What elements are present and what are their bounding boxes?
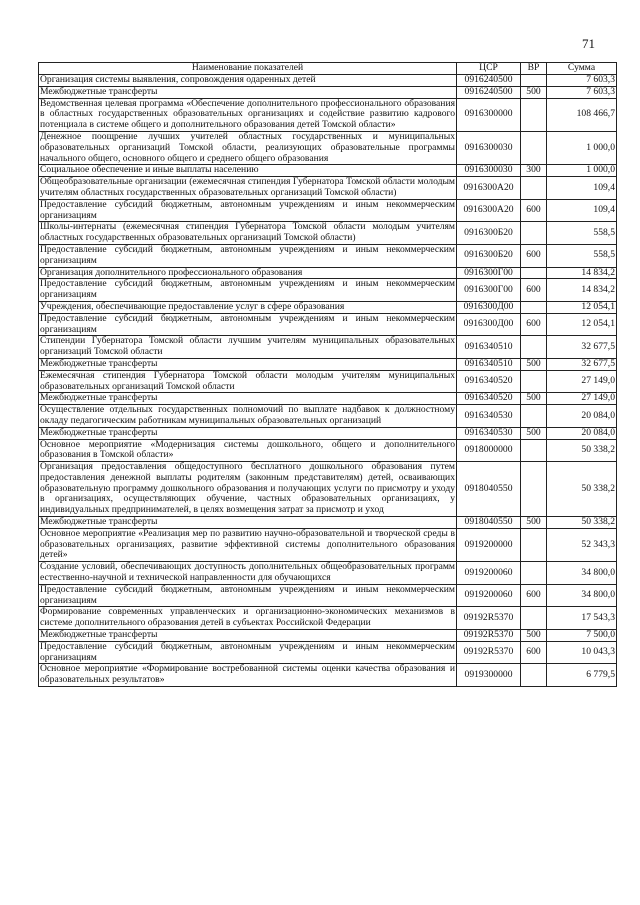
row-sum-cell: 20 084,0 <box>547 427 617 439</box>
row-sum-cell: 50 338,2 <box>547 439 617 462</box>
table-row <box>39 439 617 462</box>
row-sum-cell: 1 000,0 <box>547 131 617 164</box>
row-name-cell: Денежное поощрение лучших учителей областных государственных и муниципальных образовательных организаций Томской области, реализующих образовательные программы начального общего, основного общего и среднего общего образования <box>40 130 455 164</box>
row-vr-cell <box>521 336 547 359</box>
header-csr: ЦСР <box>457 63 521 75</box>
row-csr-cell: 0919300000 <box>457 664 521 687</box>
table-row <box>39 528 617 561</box>
row-csr-cell: 0916340520 <box>457 393 521 405</box>
row-csr-cell: 0916300030 <box>457 165 521 177</box>
header-name: Наименование показателей <box>39 63 457 75</box>
row-name-cell: Межбюджетные трансферты <box>39 86 457 98</box>
row-name-cell: Ведомственная целевая программа «Обеспечение дополнительного профессионального образования в областных государственных образовательных организациях и содействие развитию кадрового потенциала в системе общего и дополнительного образования детей Томской области» <box>40 97 455 131</box>
table-row <box>39 664 617 687</box>
row-name-cell: Организация дополнительного профессионального образования <box>39 267 457 279</box>
row-csr-cell: 0919200000 <box>457 528 521 561</box>
row-csr-cell: 0916340530 <box>457 427 521 439</box>
row-vr-cell <box>521 177 547 200</box>
row-csr-cell: 0916300Д00 <box>457 313 521 336</box>
row-name-cell: Предоставление субсидий бюджетным, автономным учреждениям и иным некоммерческим организациям <box>40 198 455 221</box>
row-name-cell: Межбюджетные трансферты <box>39 517 457 529</box>
table-header-row <box>39 63 617 75</box>
row-name-cell: Осуществление отдельных государственных полномочий по выплате надбавок к должностному окладу педагогическим работникам муниципальных образовательных организаций <box>40 404 455 426</box>
row-sum-cell: 32 677,5 <box>547 358 617 370</box>
table-row <box>39 427 617 439</box>
row-sum-cell: 10 043,3 <box>547 641 617 664</box>
row-vr-cell: 500 <box>521 427 547 439</box>
row-sum-cell: 7 603,3 <box>547 86 617 98</box>
table-row <box>39 279 617 302</box>
table-row <box>39 244 617 267</box>
row-csr-cell: 0916300Г00 <box>457 279 521 302</box>
row-name-cell: Предоставление субсидий бюджетным, автономным учреждениям и иным некоммерческим организациям <box>40 243 455 266</box>
row-vr-cell: 600 <box>521 641 547 664</box>
row-csr-cell: 0916240500 <box>457 75 521 87</box>
row-vr-cell <box>521 75 547 87</box>
table-row <box>39 562 617 585</box>
table-row <box>39 630 617 642</box>
row-vr-cell <box>521 462 547 517</box>
row-csr-cell: 0916340510 <box>457 358 521 370</box>
row-vr-cell <box>521 131 547 164</box>
row-name-cell: Межбюджетные трансферты <box>39 630 457 642</box>
row-csr-cell: 0918040550 <box>457 462 521 517</box>
row-vr-cell <box>521 562 547 585</box>
row-sum-cell: 27 149,0 <box>547 393 617 405</box>
row-sum-cell: 558,5 <box>547 244 617 267</box>
row-sum-cell: 20 084,0 <box>547 405 617 428</box>
row-csr-cell: 0916300000 <box>457 98 521 131</box>
row-vr-cell: 300 <box>521 165 547 177</box>
row-name-cell: Межбюджетные трансферты <box>39 358 457 370</box>
row-sum-cell: 1 000,0 <box>547 165 617 177</box>
table-row <box>39 358 617 370</box>
table-row <box>39 584 617 607</box>
table-row <box>39 641 617 664</box>
row-name-cell: Основное мероприятие «Реализация мер по развитию научно-образовательной и творческой среды в образовательных организациях, развитие эффективной системы дополнительного образования детей» <box>40 527 455 561</box>
row-name-cell: Социальное обеспечение и иные выплаты населению <box>39 165 457 177</box>
row-sum-cell: 17 543,3 <box>547 607 617 630</box>
row-csr-cell: 0918040550 <box>457 517 521 529</box>
table-row <box>39 301 617 313</box>
row-sum-cell: 7 603,3 <box>547 75 617 87</box>
row-vr-cell <box>521 664 547 687</box>
table-row <box>39 607 617 630</box>
row-name-cell: Основное мероприятие «Формирование востребованной системы оценки качества образования и образовательных результатов» <box>40 663 455 686</box>
row-name-cell: Ежемесячная стипендия Губернатора Томской области молодым учителям муниципальных образовательных организаций Томской области <box>40 369 455 392</box>
row-vr-cell: 600 <box>521 584 547 607</box>
row-sum-cell: 27 149,0 <box>547 370 617 393</box>
row-name-cell: Стипендии Губернатора Томской области лучшим учителям муниципальных образовательных организаций Томской области <box>40 335 455 358</box>
row-csr-cell: 0916300Д00 <box>457 301 521 313</box>
row-csr-cell: 0919200060 <box>457 584 521 607</box>
row-vr-cell: 600 <box>521 199 547 222</box>
row-vr-cell <box>521 222 547 245</box>
table-row <box>39 165 617 177</box>
row-csr-cell: 0916340520 <box>457 370 521 393</box>
row-vr-cell: 500 <box>521 630 547 642</box>
header-vr: ВР <box>521 63 547 75</box>
row-vr-cell: 600 <box>521 244 547 267</box>
row-name-cell: Организация системы выявления, сопровождения одаренных детей <box>39 75 457 87</box>
row-sum-cell: 14 834,2 <box>547 279 617 302</box>
row-sum-cell: 50 338,2 <box>547 462 617 517</box>
row-name-cell: Общеобразовательные организации (ежемесячная стипендия Губернатора Томской области молодым учителям областных государственных образовательных организаций Томской области) <box>40 176 455 198</box>
table-row <box>39 393 617 405</box>
row-sum-cell: 6 779,5 <box>547 664 617 687</box>
row-csr-cell: 0919200060 <box>457 562 521 585</box>
budget-table <box>38 62 617 687</box>
row-sum-cell: 52 343,3 <box>547 528 617 561</box>
table-row <box>39 222 617 245</box>
table-row <box>39 405 617 428</box>
row-csr-cell: 0916300Б20 <box>457 244 521 267</box>
row-sum-cell: 34 800,0 <box>547 584 617 607</box>
row-sum-cell: 12 054,1 <box>547 313 617 336</box>
row-name-cell: Предоставление субсидий бюджетным, автономным учреждениям и иным некоммерческим организациям <box>40 640 455 663</box>
row-sum-cell: 34 800,0 <box>547 562 617 585</box>
row-name-cell: Организация предоставления общедоступного бесплатного дошкольного образования путем предоставления денежной выплаты родителям (законным представителям) детей, осваивающих образовательную программу дошкольного образования и получающих услуги по присмотру и уходу в организациях, осуществляющих обучение, частных образовательных организациях, у индивидуальных предпринимателей, в целях возмещения затрат за присмотр и уход <box>40 461 455 516</box>
row-vr-cell: 600 <box>521 279 547 302</box>
row-vr-cell: 500 <box>521 358 547 370</box>
row-csr-cell: 09192R5370 <box>457 607 521 630</box>
row-csr-cell: 0916300030 <box>457 131 521 164</box>
row-sum-cell: 14 834,2 <box>547 267 617 279</box>
header-sum: Сумма <box>547 63 617 75</box>
table-row <box>39 370 617 393</box>
row-sum-cell: 12 054,1 <box>547 301 617 313</box>
row-vr-cell <box>521 370 547 393</box>
row-vr-cell <box>521 607 547 630</box>
row-sum-cell: 109,4 <box>547 177 617 200</box>
page-number: 71 <box>582 36 595 51</box>
table-row <box>39 75 617 87</box>
table-row <box>39 462 617 517</box>
row-csr-cell: 09192R5370 <box>457 641 521 664</box>
table-row <box>39 177 617 200</box>
row-sum-cell: 50 338,2 <box>547 517 617 529</box>
row-vr-cell <box>521 98 547 131</box>
row-vr-cell: 500 <box>521 393 547 405</box>
row-sum-cell: 32 677,5 <box>547 336 617 359</box>
table-row <box>39 98 617 131</box>
row-sum-cell: 108 466,7 <box>547 98 617 131</box>
row-name-cell: Учреждения, обеспечивающие предоставление услуг в сфере образования <box>39 301 457 313</box>
table-row <box>39 313 617 336</box>
row-csr-cell: 0916340510 <box>457 336 521 359</box>
row-vr-cell <box>521 301 547 313</box>
row-vr-cell: 600 <box>521 313 547 336</box>
table-body <box>39 75 617 687</box>
row-csr-cell: 0916340530 <box>457 405 521 428</box>
row-sum-cell: 558,5 <box>547 222 617 245</box>
row-name-cell: Предоставление субсидий бюджетным, автономным учреждениям и иным некоммерческим организациям <box>40 278 455 301</box>
row-vr-cell: 500 <box>521 86 547 98</box>
row-csr-cell: 0918000000 <box>457 439 521 462</box>
row-vr-cell <box>521 528 547 561</box>
row-name-cell: Межбюджетные трансферты <box>39 393 457 405</box>
table-row <box>39 86 617 98</box>
row-csr-cell: 09192R5370 <box>457 630 521 642</box>
row-sum-cell: 109,4 <box>547 199 617 222</box>
row-name-cell: Создание условий, обеспечивающих доступность дополнительных общеобразовательных программ естественно-научной и технической направленности для обучающихся <box>40 561 455 584</box>
table-row <box>39 131 617 164</box>
row-name-cell: Формирование современных управленческих и организационно-экономических механизмов в системе дополнительного образования детей в субъектах Российской Федерации <box>40 606 455 629</box>
row-csr-cell: 0916240500 <box>457 86 521 98</box>
row-vr-cell <box>521 267 547 279</box>
row-csr-cell: 0916300Б20 <box>457 222 521 245</box>
row-name-cell: Основное мероприятие «Модернизация системы дошкольного, общего и дополнительного образования в Томской области» <box>40 438 455 461</box>
row-sum-cell: 7 500,0 <box>547 630 617 642</box>
row-vr-cell <box>521 405 547 428</box>
table-row <box>39 336 617 359</box>
table-row <box>39 267 617 279</box>
row-csr-cell: 0916300А20 <box>457 177 521 200</box>
row-csr-cell: 0916300Г00 <box>457 267 521 279</box>
row-name-cell: Школы-интернаты (ежемесячная стипендия Губернатора Томской области молодым учителям областных государственных образовательных организаций Томской области) <box>40 221 455 244</box>
row-vr-cell: 500 <box>521 517 547 529</box>
table-row <box>39 199 617 222</box>
table-row <box>39 517 617 529</box>
row-name-cell: Предоставление субсидий бюджетным, автономным учреждениям и иным некоммерческим организациям <box>40 312 455 335</box>
row-vr-cell <box>521 439 547 462</box>
row-name-cell: Предоставление субсидий бюджетным, автономным учреждениям и иным некоммерческим организациям <box>40 583 455 606</box>
row-csr-cell: 0916300А20 <box>457 199 521 222</box>
row-name-cell: Межбюджетные трансферты <box>39 427 457 439</box>
